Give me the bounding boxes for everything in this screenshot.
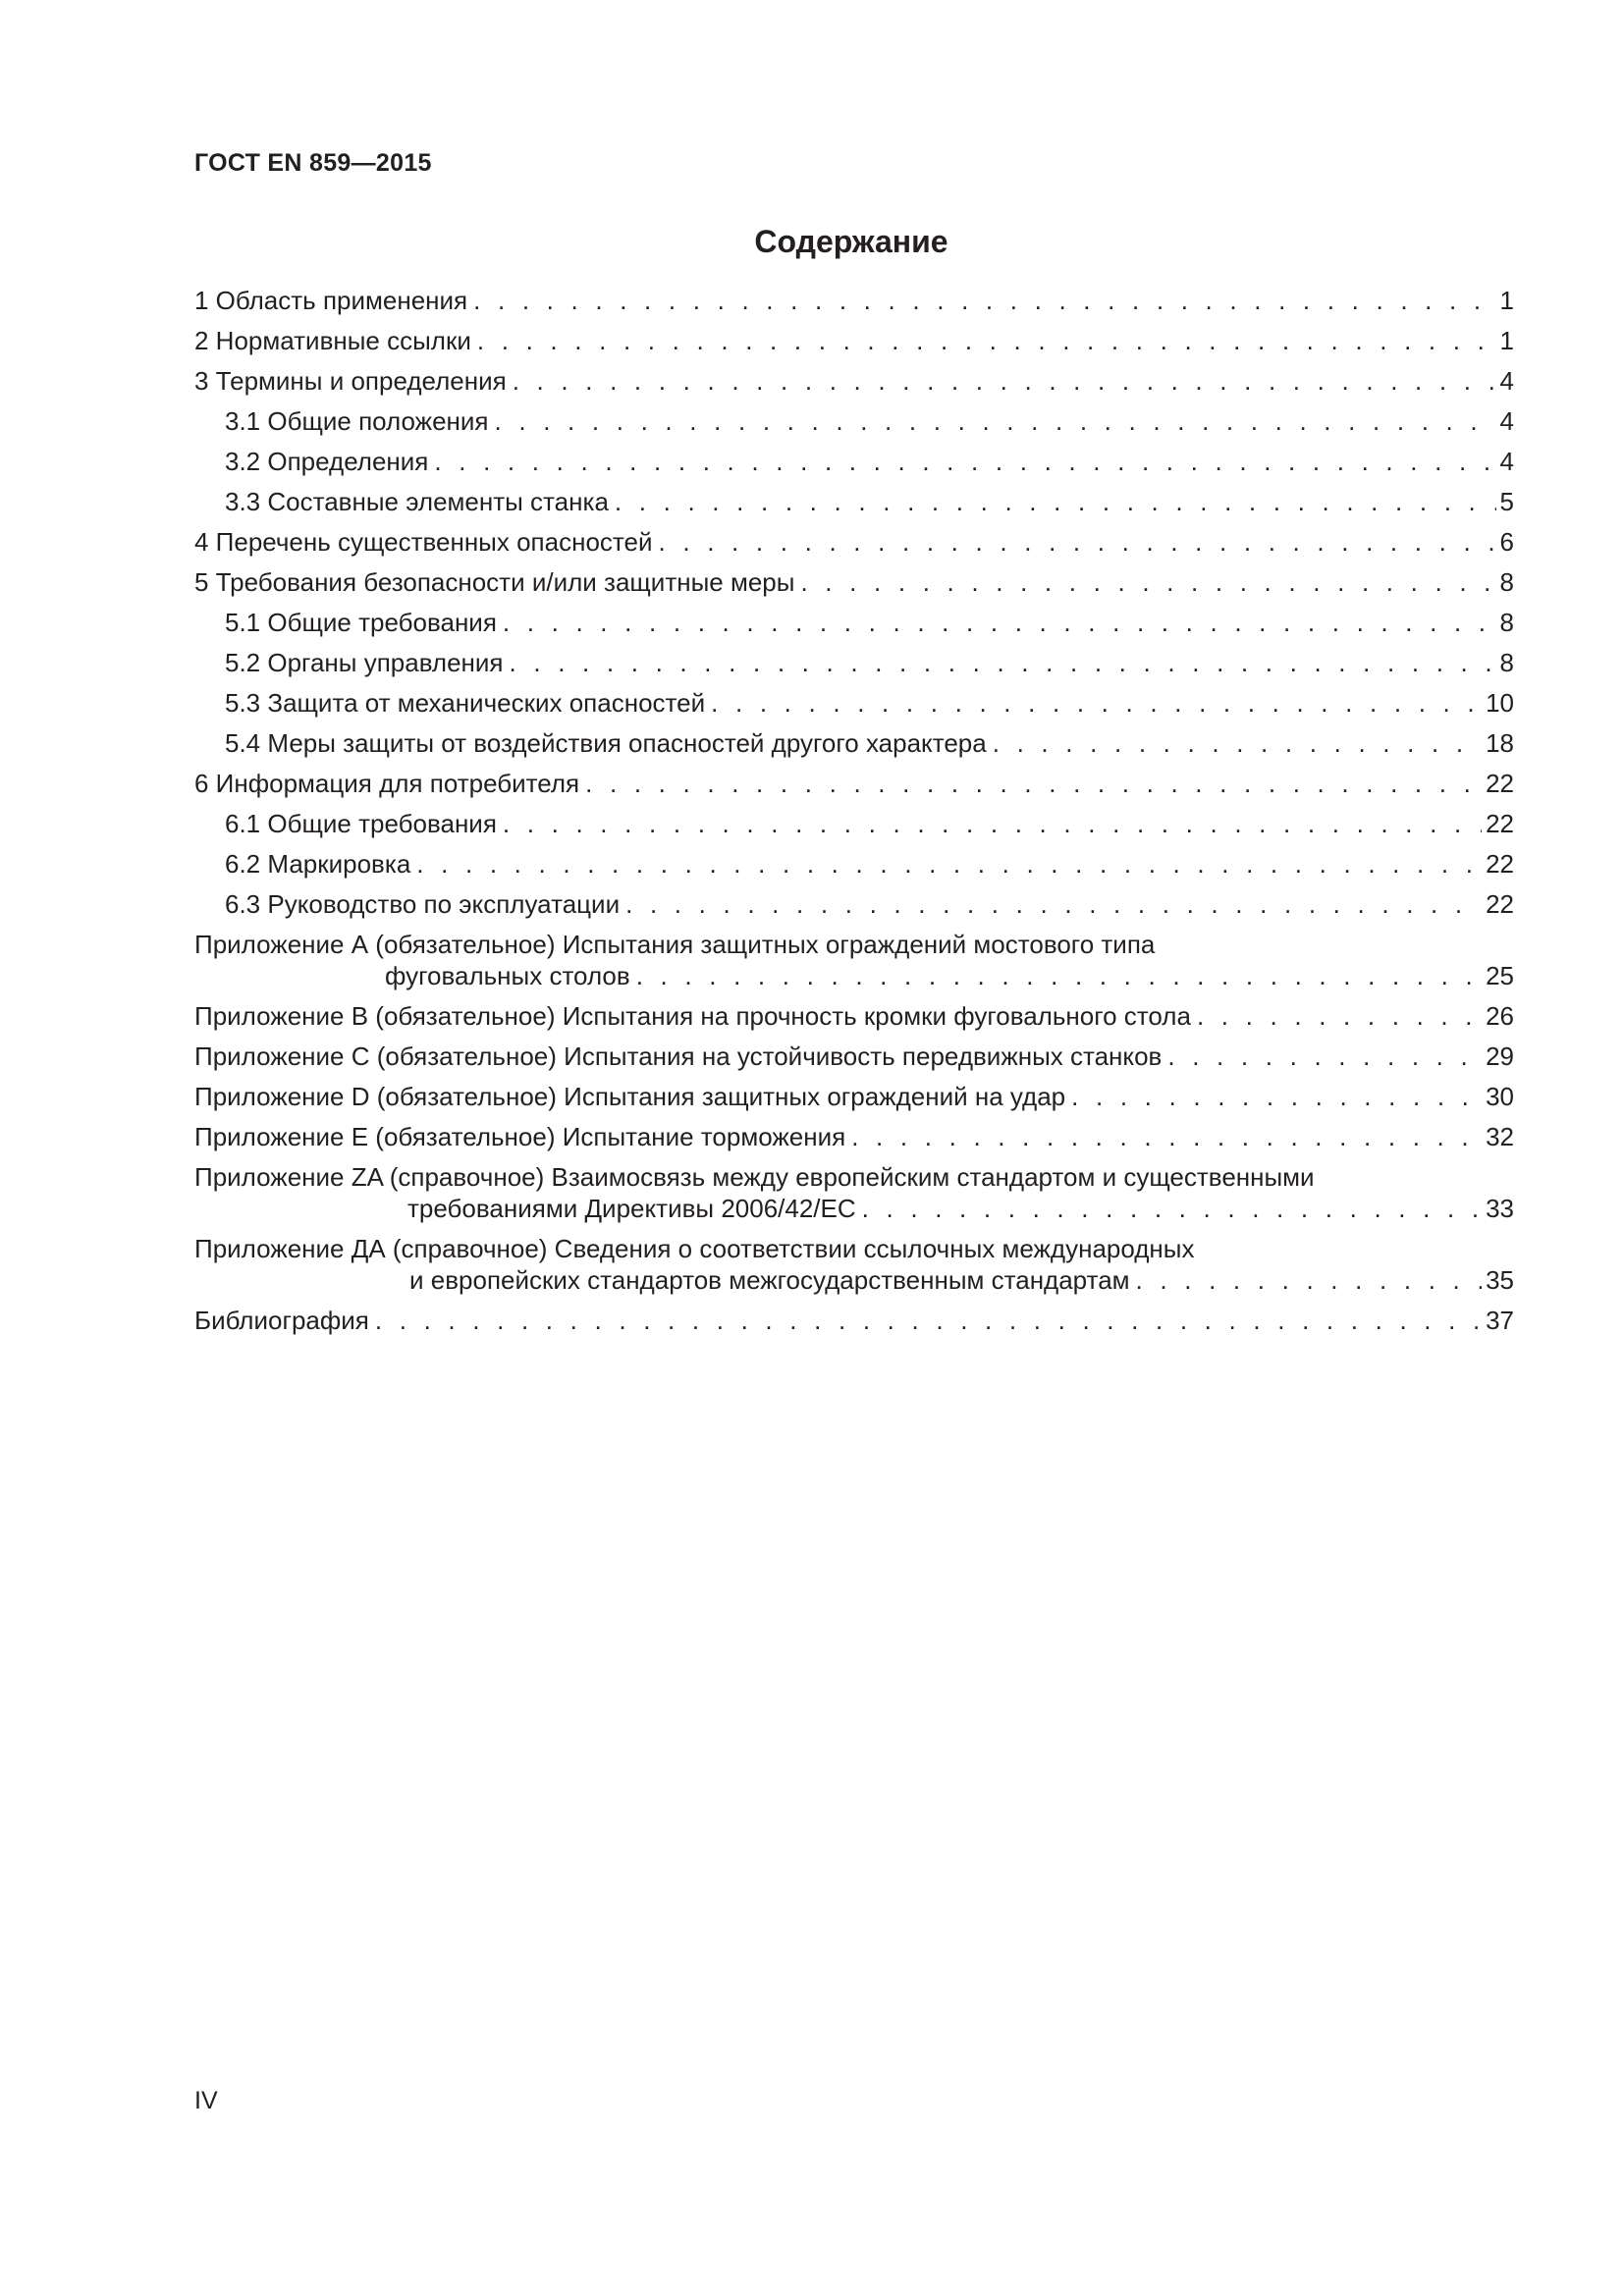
toc-entry-page: 10 — [1486, 688, 1514, 718]
dot-leader — [473, 285, 1495, 316]
dot-leader — [800, 566, 1495, 598]
dot-leader — [851, 1121, 1482, 1152]
toc-entry-text-continued: фуговальных столов — [385, 961, 630, 990]
toc-entry-page: 22 — [1486, 889, 1514, 919]
toc-entry-page: 30 — [1486, 1082, 1514, 1111]
dot-leader — [503, 808, 1482, 839]
toc-entry-text: 4 Перечень существенных опасностей — [194, 527, 653, 557]
toc-entry-page: 8 — [1499, 648, 1514, 677]
toc-entry-page: 1 — [1499, 326, 1514, 355]
toc-entry-annex-za[interactable] — [194, 1161, 1514, 1224]
toc-entry-annex-a[interactable] — [194, 929, 1514, 991]
toc-entry-3-2[interactable] — [194, 446, 1514, 477]
toc-entry-text: 6 Информация для потребителя — [194, 769, 580, 798]
dot-leader — [434, 446, 1495, 477]
toc-entry-page: 8 — [1499, 608, 1514, 637]
toc-entry-3[interactable] — [194, 365, 1514, 397]
toc-entry-page: 22 — [1486, 809, 1514, 838]
toc-entry-text: Приложение А (обязательное) Испытания защитных ограждений мостового типа — [194, 930, 1156, 959]
dot-leader — [1136, 1264, 1483, 1296]
toc-entry-text: 3.2 Определения — [225, 447, 429, 476]
dot-leader — [495, 405, 1496, 437]
dot-leader — [993, 727, 1482, 759]
dot-leader — [615, 486, 1496, 517]
toc-entry-text: Приложение В (обязательное) Испытания на прочность кромки фуговального стола — [194, 1001, 1191, 1031]
toc-entry-annex-da[interactable] — [194, 1233, 1514, 1296]
toc-entry-annex-c[interactable] — [194, 1041, 1514, 1072]
toc-entry-6[interactable] — [194, 768, 1514, 799]
toc-entry-2[interactable] — [194, 325, 1514, 356]
page-number: IV — [194, 2087, 218, 2114]
toc-entry-3-3[interactable] — [194, 486, 1514, 517]
toc-entry-6-1[interactable] — [194, 808, 1514, 839]
toc-entry-1[interactable] — [194, 285, 1514, 316]
toc-entry-text: 5.2 Органы управления — [225, 648, 504, 677]
toc-entry-page: 8 — [1499, 567, 1514, 597]
toc-entry-bibliography[interactable] — [194, 1305, 1514, 1336]
toc-entry-page: 4 — [1499, 366, 1514, 396]
toc-entry-text-continued: и европейских стандартов межгосударственным стандартам — [409, 1265, 1130, 1295]
dot-leader — [513, 365, 1496, 397]
toc-entry-page: 37 — [1486, 1306, 1514, 1335]
toc-title: Содержание — [754, 224, 948, 259]
toc-entry-page: 1 — [1499, 286, 1514, 315]
toc-entry-text: 6.1 Общие требования — [225, 809, 497, 838]
toc-entry-text: Библиография — [194, 1306, 369, 1335]
toc-entry-5-2[interactable] — [194, 647, 1514, 678]
toc-entry-text: Приложение ДА (справочное) Сведения о соответствии ссылочных международных — [194, 1234, 1195, 1263]
toc-entry-5-4[interactable] — [194, 727, 1514, 759]
toc-entry-text: Приложение С (обязательное) Испытания на устойчивость передвижных станков — [194, 1041, 1163, 1071]
dot-leader — [625, 888, 1482, 920]
toc-entry-page: 26 — [1486, 1001, 1514, 1031]
toc-entry-page: 32 — [1486, 1122, 1514, 1151]
toc-entry-page: 4 — [1499, 447, 1514, 476]
document-code: ГОСТ EN 859—2015 — [194, 149, 432, 177]
toc-entry-page: 29 — [1486, 1041, 1514, 1071]
dot-leader — [375, 1305, 1482, 1336]
toc-entry-text: 3.1 Общие положения — [225, 406, 489, 436]
dot-leader — [636, 960, 1482, 991]
toc-entry-annex-d[interactable] — [194, 1081, 1514, 1112]
toc-entry-text: 2 Нормативные ссылки — [194, 326, 471, 355]
toc-entry-5-1[interactable] — [194, 607, 1514, 638]
toc-entry-3-1[interactable] — [194, 405, 1514, 437]
toc-entry-text: 1 Область применения — [194, 286, 468, 315]
toc-entry-5[interactable] — [194, 566, 1514, 598]
dot-leader — [862, 1193, 1482, 1224]
toc-entry-text: 6.2 Маркировка — [225, 849, 411, 879]
dot-leader — [711, 687, 1482, 719]
toc-entry-page: 25 — [1486, 961, 1514, 990]
toc-entry-page: 6 — [1499, 527, 1514, 557]
toc-entry-page: 4 — [1499, 406, 1514, 436]
toc-entry-page: 22 — [1486, 849, 1514, 879]
toc-entry-text: Приложение ZA (справочное) Взаимосвязь между европейским стандартом и существенными — [194, 1162, 1315, 1192]
toc-entry-text: 3 Термины и определения — [194, 366, 507, 396]
toc-entry-text: 5.3 Защита от механических опасностей — [225, 688, 706, 718]
dot-leader — [659, 526, 1496, 558]
toc-entry-text: 5.4 Меры защиты от воздействия опасностей другого характера — [225, 728, 987, 758]
dot-leader — [510, 647, 1496, 678]
dot-leader — [416, 848, 1482, 880]
dot-leader — [1167, 1041, 1482, 1072]
toc-entry-4[interactable] — [194, 526, 1514, 558]
toc-entry-page: 33 — [1486, 1194, 1514, 1223]
toc-entry-annex-b[interactable] — [194, 1000, 1514, 1032]
toc-entry-page: 22 — [1486, 769, 1514, 798]
dot-leader — [1197, 1000, 1482, 1032]
toc-entry-6-2[interactable] — [194, 848, 1514, 880]
toc-entry-text: 5 Требования безопасности и/или защитные меры — [194, 567, 795, 597]
toc-entry-page: 35 — [1486, 1265, 1514, 1295]
toc-entry-text: 5.1 Общие требования — [225, 608, 497, 637]
toc-entry-5-3[interactable] — [194, 687, 1514, 719]
table-of-contents — [194, 285, 1514, 1345]
toc-entry-page: 18 — [1486, 728, 1514, 758]
toc-entry-text: 3.3 Составные элементы станка — [225, 487, 609, 516]
toc-entry-text-continued: требованиями Директивы 2006/42/ЕС — [407, 1194, 856, 1223]
dot-leader — [1071, 1081, 1482, 1112]
toc-entry-text: 6.3 Руководство по эксплуатации — [225, 889, 621, 919]
toc-entry-text: Приложение D (обязательное) Испытания защитных ограждений на удар — [194, 1082, 1066, 1111]
toc-entry-6-3[interactable] — [194, 888, 1514, 920]
dot-leader — [503, 607, 1496, 638]
toc-entry-annex-e[interactable] — [194, 1121, 1514, 1152]
toc-entry-page: 5 — [1499, 487, 1514, 516]
toc-entry-text: Приложение Е (обязательное) Испытание торможения — [194, 1122, 846, 1151]
dot-leader — [585, 768, 1482, 799]
dot-leader — [477, 325, 1496, 356]
